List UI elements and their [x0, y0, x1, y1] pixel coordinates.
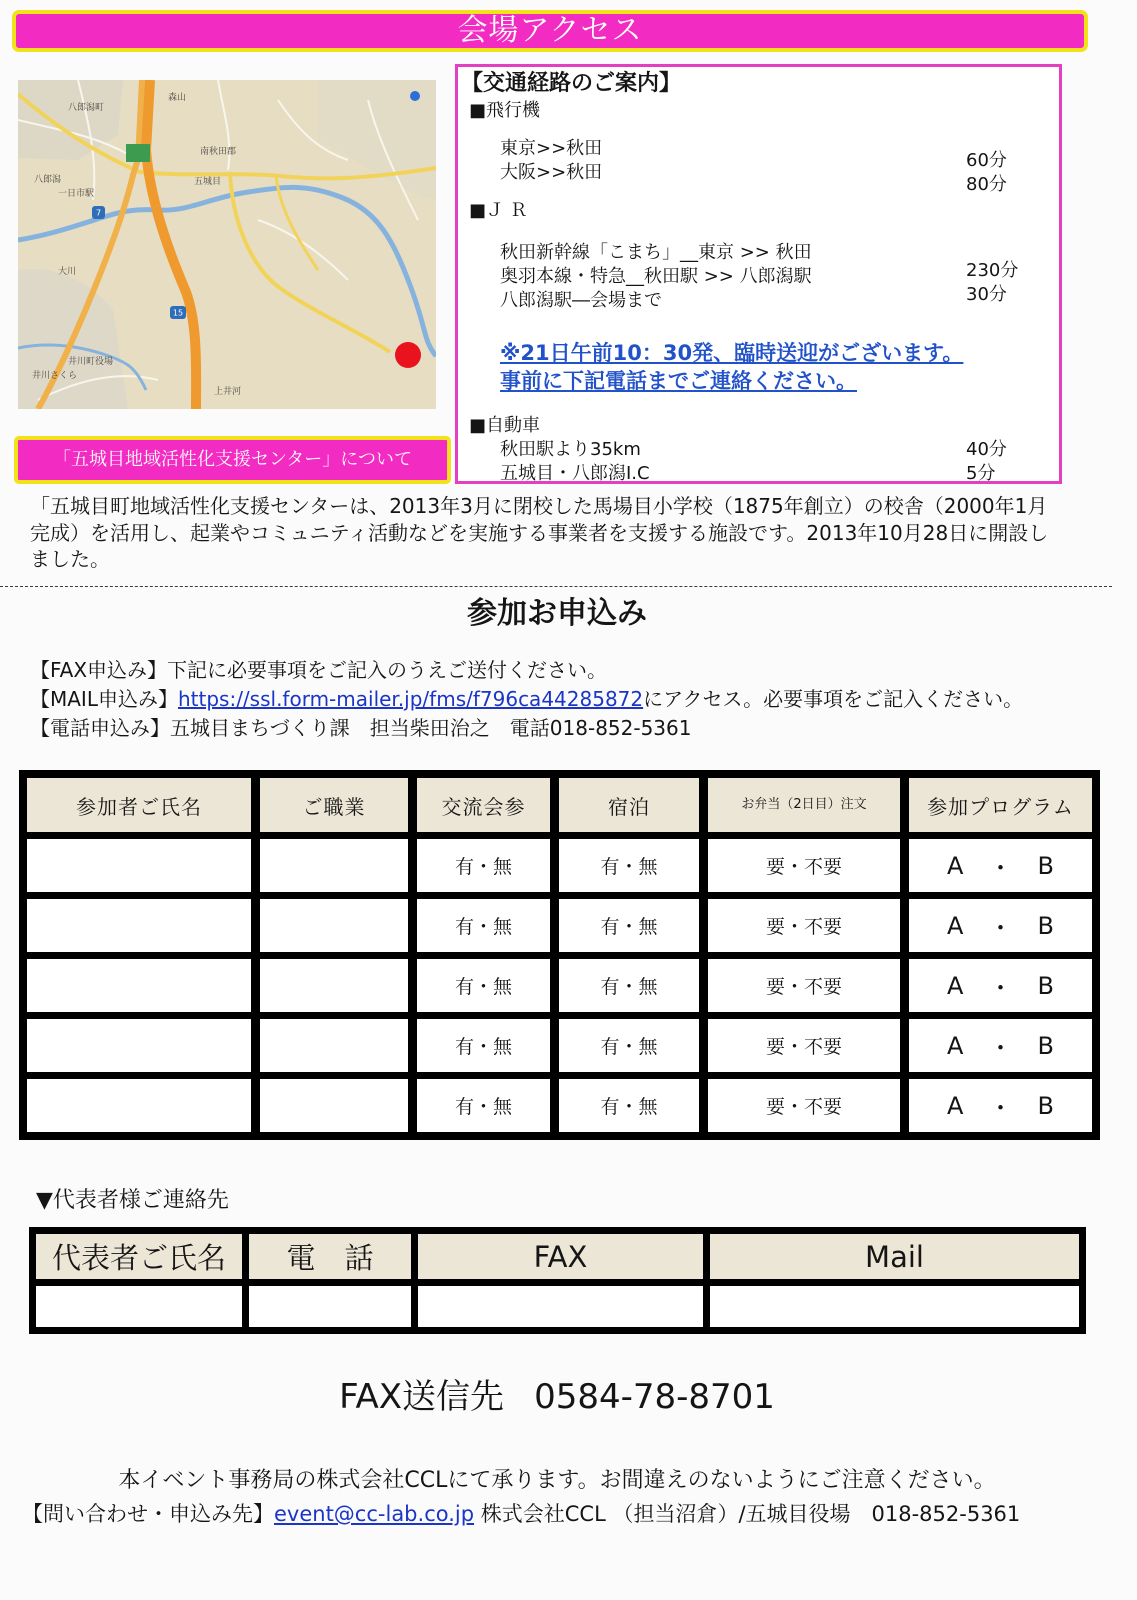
program-option — [909, 899, 1092, 952]
map-label: 一日市駅 — [58, 189, 95, 199]
map-label: 八郎潟町 — [68, 103, 105, 113]
car-time: 5分 — [966, 463, 996, 484]
fax-destination-label: FAX送信先 — [339, 1377, 505, 1417]
participants-table — [19, 770, 1100, 1140]
program-choice: B — [1037, 1091, 1054, 1120]
lodging-option: 有・無 — [559, 1079, 699, 1132]
jr-route: 奥羽本線・特急__秋田駅 >> 八郎潟駅 — [500, 266, 812, 287]
representative-phone-field — [249, 1286, 411, 1327]
jr-time: 230分 — [966, 260, 1019, 281]
lodging-option: 有・無 — [559, 839, 699, 892]
fax-application-text: 下記に必要事項をご記入のうえご送付ください。 — [167, 658, 608, 682]
representative-heading: ▼代表者様ご連絡先 — [36, 1188, 229, 1213]
shuttle-notice: 事前に下記電話までご連絡ください。 — [500, 369, 857, 393]
map-pin-icon — [410, 91, 420, 101]
networking-party-option: 有・無 — [417, 1079, 550, 1132]
header-program: 参加プログラム — [909, 778, 1092, 832]
lunch-order-option: 要・不要 — [708, 899, 900, 952]
lodging-option: 有・無 — [559, 899, 699, 952]
about-center-description — [30, 493, 1048, 573]
jr-route: 八郎潟駅―会場まで — [500, 290, 662, 311]
participant-occupation-field — [260, 1079, 408, 1132]
header-lunch-order: お弁当（2日目）注文 — [708, 778, 900, 832]
plane-time: 80分 — [966, 174, 1007, 195]
map-label: 森山 — [168, 93, 187, 103]
cut-line-divider — [0, 586, 1112, 587]
program-choice: A — [947, 911, 964, 940]
participant-name-field — [27, 959, 251, 1012]
header-occupation: ご職業 — [260, 778, 408, 832]
program-choice: B — [1037, 911, 1054, 940]
car-time: 40分 — [966, 439, 1007, 460]
header-fax: FAX — [418, 1234, 703, 1279]
venue-map — [18, 80, 436, 409]
access-heading: 【交通経路のご案内】 — [461, 71, 682, 96]
description-line: ました。 — [30, 547, 110, 571]
program-choice: A — [947, 971, 964, 1000]
networking-party-option: 有・無 — [417, 899, 550, 952]
application-title: 参加お申込み — [467, 596, 647, 631]
phone-application-prefix: 【電話申込み】 — [30, 716, 170, 740]
map-label: 上井河 — [214, 387, 242, 397]
program-separator: ・ — [988, 974, 1013, 1002]
program-choice: A — [947, 1031, 964, 1060]
program-separator: ・ — [988, 1094, 1013, 1122]
program-choice: A — [947, 851, 964, 880]
map-label: 八郎潟 — [34, 175, 62, 185]
route-shield — [170, 306, 186, 319]
program-option — [909, 1079, 1092, 1132]
participant-name-field — [27, 899, 251, 952]
fax-application-line — [30, 656, 1023, 685]
map-label: 井川さくら — [32, 371, 78, 381]
lodging-option: 有・無 — [559, 959, 699, 1012]
program-choice: B — [1037, 851, 1054, 880]
mail-application-prefix: 【MAIL申込み】 — [30, 687, 178, 711]
participant-name-field — [27, 1079, 251, 1132]
program-choice: A — [947, 1091, 964, 1120]
lunch-order-option: 要・不要 — [708, 959, 900, 1012]
phone-application-line — [30, 714, 1023, 743]
lunch-order-option: 要・不要 — [708, 839, 900, 892]
networking-party-option: 有・無 — [417, 839, 550, 892]
header-lodging: 宿泊 — [559, 778, 699, 832]
contact-email-link[interactable]: event@cc-lab.co.jp — [274, 1502, 475, 1526]
route-shield-number: 7 — [95, 208, 102, 218]
program-choice: B — [1037, 971, 1054, 1000]
access-routes-box — [455, 64, 1062, 484]
mail-application-text: にアクセス。必要事項をご記入ください。 — [643, 687, 1024, 711]
about-center-label: 「五城目地域活性化支援センター」について — [14, 436, 451, 484]
participant-name-field — [27, 1019, 251, 1072]
plane-route: 東京>>秋田 — [500, 138, 603, 159]
map-label: 五城目 — [194, 177, 222, 187]
program-option — [909, 959, 1092, 1012]
representative-fax-field — [418, 1286, 703, 1327]
networking-party-option: 有・無 — [417, 959, 550, 1012]
plane-route: 大阪>>秋田 — [500, 162, 603, 183]
contact-prefix: 【問い合わせ・申込み先】 — [22, 1502, 274, 1526]
networking-party-option: 有・無 — [417, 1019, 550, 1072]
application-methods — [30, 656, 1023, 743]
venue-marker-icon — [395, 342, 421, 368]
mail-application-line — [30, 685, 1023, 714]
participant-occupation-field — [260, 899, 408, 952]
representative-name-field — [36, 1286, 242, 1327]
interchange-sign — [126, 144, 150, 162]
route-shield-number: 15 — [172, 308, 184, 318]
map-label: 大川 — [58, 267, 77, 277]
route-shield — [92, 206, 105, 219]
header-networking-party: 交流会参 — [417, 778, 550, 832]
venue-access-banner: 会場アクセス — [12, 10, 1088, 52]
jr-time: 30分 — [966, 284, 1007, 305]
participant-name-field — [27, 839, 251, 892]
car-section-label: ■自動車 — [469, 415, 541, 436]
jr-route: 秋田新幹線「こまち」__東京 >> 秋田 — [500, 242, 812, 263]
header-mail: Mail — [710, 1234, 1079, 1279]
footer-contact — [22, 1499, 1020, 1529]
footer-note: 本イベント事務局の株式会社CCLにて承ります。お間違えのないようにご注意ください。 — [118, 1468, 996, 1493]
program-option — [909, 1019, 1092, 1072]
participant-occupation-field — [260, 839, 408, 892]
header-phone: 電 話 — [249, 1234, 411, 1279]
shuttle-notice: ※21日午前10：30発、臨時送迎がございます。 — [500, 341, 964, 365]
program-option — [909, 839, 1092, 892]
header-participant-name: 参加者ご氏名 — [27, 778, 251, 832]
fax-application-prefix: 【FAX申込み】 — [30, 658, 168, 682]
plane-time: 60分 — [966, 150, 1007, 171]
lodging-option: 有・無 — [559, 1019, 699, 1072]
representative-mail-field — [710, 1286, 1079, 1327]
map-label: 南秋田郡 — [200, 147, 237, 157]
jr-section-label: ■Ｊ Ｒ — [469, 200, 528, 221]
header-representative-name: 代表者ご氏名 — [36, 1234, 242, 1279]
car-route: 秋田駅より35km — [500, 439, 641, 460]
phone-application-text: 五城目まちづくり課 担当柴田治之 電話018-852-5361 — [170, 716, 692, 740]
car-route: 五城目・八郎潟I.C — [500, 463, 650, 484]
plane-section-label: ■飛行機 — [469, 100, 541, 121]
participant-occupation-field — [260, 1019, 408, 1072]
contact-details: 株式会社CCL （担当沼倉）/五城目役場 018-852-5361 — [474, 1502, 1021, 1526]
lunch-order-option: 要・不要 — [708, 1079, 900, 1132]
map-label: 井川町役場 — [68, 357, 114, 367]
fax-destination — [0, 1376, 1114, 1418]
description-line: 完成）を活用し、起業やコミュニティ活動などを実施する事業者を支援する施設です。2013年10月28日に開設し — [30, 520, 1049, 545]
lunch-order-option: 要・不要 — [708, 1019, 900, 1072]
program-separator: ・ — [988, 1034, 1013, 1062]
participant-occupation-field — [260, 959, 408, 1012]
program-separator: ・ — [988, 854, 1013, 882]
description-line: 「五城目町地域活性化支援センターは、2013年3月に閉校した馬場目小学校（1875年創立）の校舎（2000年1月 — [30, 494, 1048, 518]
representative-table — [29, 1227, 1086, 1334]
application-form-link[interactable]: https://ssl.form-mailer.jp/fms/f796ca44285872 — [177, 687, 644, 711]
fax-destination-number: 0584-78-8701 — [534, 1377, 775, 1417]
program-separator: ・ — [988, 914, 1013, 942]
program-choice: B — [1037, 1031, 1054, 1060]
